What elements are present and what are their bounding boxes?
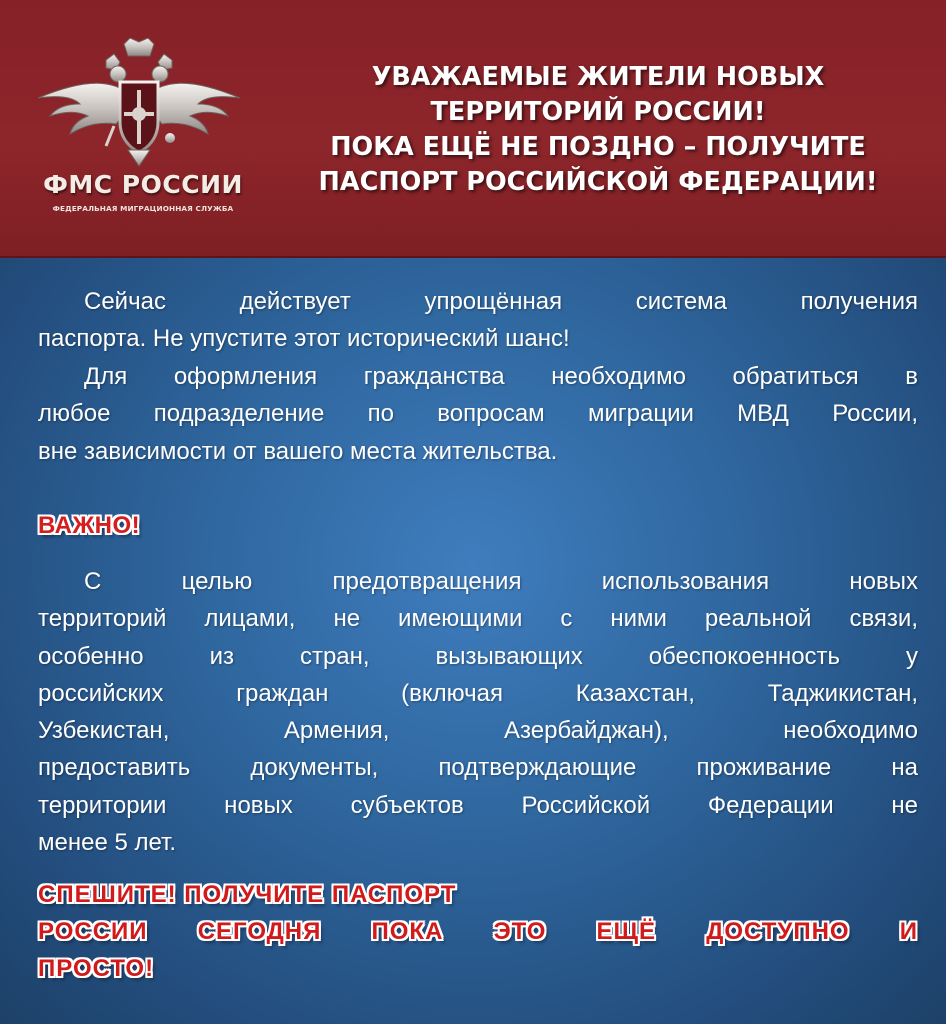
text-line: российских граждан (включая Казахстан, Таджикистан, [38, 679, 918, 707]
text-line: Для оформления гражданства необходимо обратиться в [84, 363, 918, 390]
text-line: менее 5 лет. [38, 829, 177, 857]
text-line: С целью предотвращения использования новых [84, 568, 918, 595]
text-line: территорий лицами, не имеющими с ними реальной связи, [38, 605, 918, 633]
header-banner [0, 0, 946, 258]
important-label: ВАЖНО! [38, 512, 141, 539]
double-headed-eagle-icon [36, 38, 242, 168]
text-line: вне зависимости от вашего места жительства. [38, 437, 558, 465]
org-name: ФМС РОССИИ [43, 170, 243, 199]
heading-line: ТЕРРИТОРИЙ РОССИИ! [430, 97, 766, 127]
heading-line: ПАСПОРТ РОССИЙСКОЙ ФЕДЕРАЦИИ! [318, 167, 878, 197]
text-line: Сейчас действует упрощённая система получения [84, 288, 918, 315]
intro-paragraph [38, 283, 918, 358]
requirements-paragraph [38, 563, 918, 861]
text-line: любое подразделение по вопросам миграции МВД России, [38, 400, 918, 428]
cta-line: РОССИИ СЕГОДНЯ ПОКА ЭТО ЕЩЁ ДОСТУПНО И [38, 918, 918, 945]
cta-line: СПЕШИТЕ! ПОЛУЧИТЕ ПАСПОРТ [38, 881, 457, 908]
text-line: Узбекистан, Армения, Азербайджан), необходимо [38, 717, 918, 745]
text-line: особенно из стран, вызывающих обеспокоенность у [38, 642, 918, 670]
heading-line: УВАЖАЕМЫЕ ЖИТЕЛИ НОВЫХ [371, 62, 825, 92]
text-line: предоставить документы, подтверждающие проживание на [38, 754, 918, 782]
cta-line: ПРОСТО! [38, 955, 155, 982]
page-heading [268, 60, 928, 200]
instruction-paragraph [38, 358, 918, 470]
heading-line: ПОКА ЕЩЁ НЕ ПОЗДНО – ПОЛУЧИТЕ [330, 132, 866, 162]
org-subtitle: ФЕДЕРАЛЬНАЯ МИГРАЦИОННАЯ СЛУЖБА [52, 204, 234, 213]
text-line: территории новых субъектов Российской Федерации не [38, 791, 918, 819]
call-to-action [38, 876, 918, 987]
text-line: паспорта. Не упустите этот исторический шанс! [38, 325, 570, 353]
